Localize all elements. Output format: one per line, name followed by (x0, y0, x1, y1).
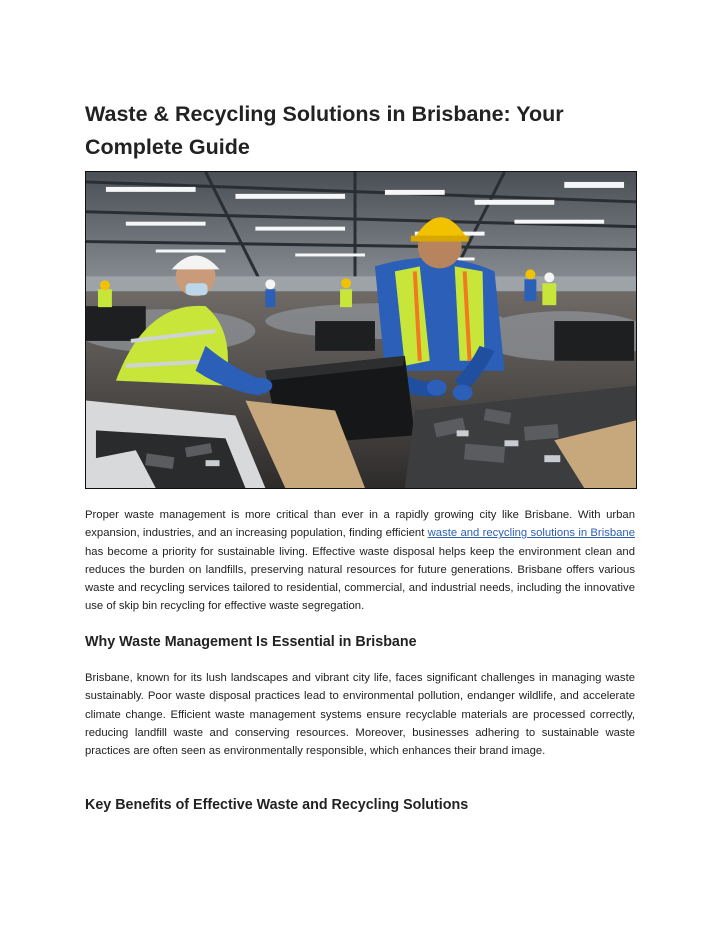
why-paragraph: Brisbane, known for its lush landscapes and vibrant city life, faces significant challenges in managing waste sustainably. Poor waste disposal practices lead to environmental pollution, endanger wildlife, and accelerate climate change. Efficient waste management systems ensure recyclable materials are processed correctly, reducing landfill waste and conserving resources. Moreover, businesses adhering to sustainable waste practices are often seen as environmentally responsible, which enhances their brand image. (85, 672, 635, 758)
intro-text-after-link: has become a priority for sustainable living. Effective waste disposal helps keep the environment clean and reduces the burden on landfills, preserving natural resources for future generations. Brisbane offers various waste and recycling services tailored to residential, commercial, and industrial needs, including the innovative use of skip bin recycling for effective waste segregation. (85, 545, 635, 613)
heading-why-waste-management: Why Waste Management Is Essential in Brisbane (85, 634, 417, 650)
intro-text-before-link: Proper waste management is more critical than ever in a rapidly growing city like Brisbane. With urban expansion, industries, and an increasing population, finding efficient (85, 509, 635, 540)
heading-key-benefits: Key Benefits of Effective Waste and Recycling Solutions (85, 797, 469, 813)
waste-recycling-brisbane-link[interactable]: waste and recycling solutions in Brisbane (427, 527, 635, 540)
recycling-workers-image (86, 172, 636, 488)
recycling-facility-photo (85, 171, 637, 489)
article-title: Waste & Recycling Solutions in Brisbane: Your Complete Guide (85, 102, 564, 159)
intro-paragraph (85, 506, 635, 616)
